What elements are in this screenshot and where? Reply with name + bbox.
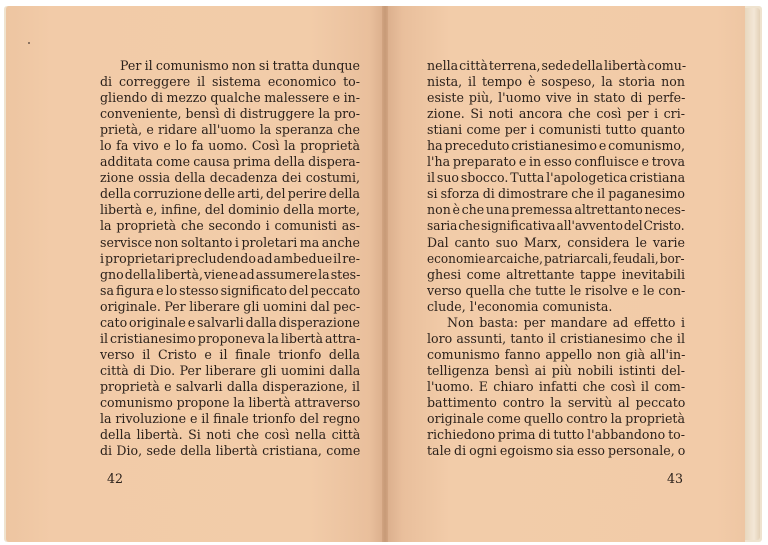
text-line: nista, il tempo è sospeso, la storia non bbox=[427, 74, 685, 90]
text-line: ha preceduto cristianesimo e comunismo, bbox=[427, 138, 685, 154]
text-line: richiedono prima di tutto l'abbandono to- bbox=[427, 427, 685, 443]
text-line: stiani come per i comunisti tutto quanto bbox=[427, 122, 685, 138]
text-line: gno della libertà, viene ad assumere la stes- bbox=[100, 266, 361, 282]
text-line: zione. Si noti ancora che così per i cri- bbox=[427, 106, 685, 122]
text-line: l'uomo. E chiaro infatti che così il com- bbox=[427, 378, 686, 394]
text-line: nella città terrena, sede della libertà comu- bbox=[427, 58, 687, 73]
text-line: lo fa vivo e lo fa uomo. Così la proprietà bbox=[100, 138, 360, 154]
text-line: comunismo propone la libertà attraverso bbox=[100, 394, 361, 410]
text-line: l'ha preparato e in esso confluisce e trova bbox=[427, 154, 685, 170]
text-line: clude, l'economia comunista. bbox=[427, 298, 613, 314]
text-line: proprietà e salvarli dalla disperazione, il bbox=[100, 378, 360, 394]
text-line: telligenza bensì ai più nobili istinti del- bbox=[427, 362, 685, 378]
book-gutter bbox=[382, 6, 388, 542]
text-line: di Dio, sede della libertà cristiana, come bbox=[100, 443, 361, 459]
text-line: zione ossia della decadenza dei costumi, bbox=[100, 170, 360, 186]
text-line: servisce non soltanto i proletari ma anche bbox=[100, 234, 360, 250]
text-line: loro assunti, tanto il cristianesimo che il bbox=[427, 330, 685, 346]
left-page bbox=[6, 6, 385, 542]
text-line: comunismo fanno appello non già all'in- bbox=[427, 346, 686, 362]
paper-speck bbox=[28, 42, 30, 44]
text-line: sa figura e lo stesso significato del peccato bbox=[100, 282, 361, 298]
text-line: tale di ogni egoismo sia esso personale, o bbox=[427, 443, 686, 459]
right-page bbox=[385, 6, 745, 542]
text-line: originale come quello contro la proprietà bbox=[427, 411, 685, 427]
right-page-text bbox=[427, 58, 685, 459]
text-line: la rivoluzione e il finale trionfo del regno bbox=[100, 411, 361, 427]
text-line: la proprietà che secondo i comunisti as- bbox=[100, 218, 360, 234]
page-edges bbox=[745, 8, 760, 540]
text-line: ghesi come altrettante tappe inevitabili bbox=[427, 266, 686, 282]
text-line: verso il Cristo e il finale trionfo della bbox=[100, 346, 360, 362]
text-line: battimento contro la servitù al peccato bbox=[427, 394, 686, 410]
text-line: il cristianesimo proponeva la libertà attra- bbox=[100, 330, 361, 346]
text-line: libertà e, infine, del dominio della morte, bbox=[100, 202, 360, 218]
text-line: prietà, e ridare all'uomo la speranza che bbox=[100, 122, 360, 138]
text-line: gliendo di mezzo qualche malessere e in- bbox=[100, 90, 360, 106]
text-line: Dal canto suo Marx, considera le varie bbox=[427, 234, 685, 250]
text-line: il suo sbocco. Tutta l'apologetica cristiana bbox=[427, 170, 686, 186]
text-line: cato originale e salvarli dalla disperazione bbox=[100, 314, 360, 330]
text-line: verso quella che tutte le risolve e le con- bbox=[427, 282, 686, 298]
text-line: della corruzione delle arti, del perire della bbox=[100, 186, 360, 202]
text-line: saria che significativa all'avvento del Cristo. bbox=[427, 218, 685, 234]
page-number: 42 bbox=[107, 471, 124, 486]
text-line: si sforza di dimostrare che il paganesimo bbox=[427, 186, 685, 202]
text-line: di correggere il sistema economico to- bbox=[100, 74, 360, 90]
text-line: Per il comunismo non si tratta dunque bbox=[120, 58, 360, 73]
left-page-text bbox=[100, 58, 360, 459]
text-line: esiste più, l'uomo vive in stato di perfe- bbox=[427, 90, 686, 106]
text-line: i proprietari precludendo ad ambedue il re- bbox=[100, 250, 360, 266]
text-line: originale. Per liberare gli uomini dal pec- bbox=[100, 298, 361, 314]
text-line: additata come causa prima della dispera- bbox=[100, 154, 360, 170]
text-line: Non basta: per mandare ad effetto i bbox=[447, 314, 685, 330]
page-number: 43 bbox=[667, 471, 684, 486]
open-book bbox=[4, 6, 762, 542]
text-line: economie arcaiche, patriarcali, feudali, bor- bbox=[427, 250, 685, 266]
text-line: città di Dio. Per liberare gli uomini dalla bbox=[100, 362, 361, 378]
text-line: non è che una premessa altrettanto neces- bbox=[427, 202, 686, 218]
text-line: conveniente, bensì di distruggere la pro- bbox=[100, 106, 361, 122]
text-line: della libertà. Si noti che così nella città bbox=[100, 427, 361, 443]
